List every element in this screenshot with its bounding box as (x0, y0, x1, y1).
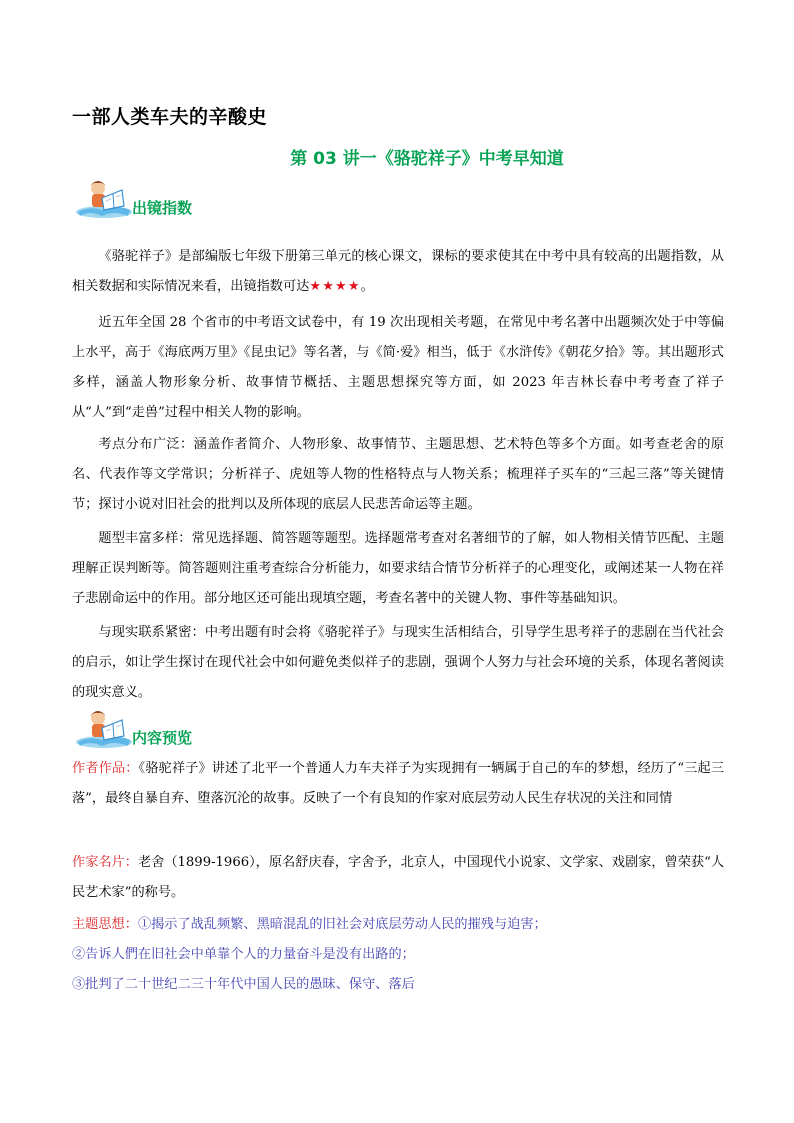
paragraph-frequency: 近五年全国 28 个省市的中考语文试卷中，有 19 次出现相关考题，在常见中考名著中出题频次处于中等偏上水平，高于《海底两万里》《昆虫记》等名著，与《简·爱》相当，低于《水浒传》《朝花夕拾》等。其出题形式多样，涵盖人物形象分析、故事情节概括、主题思想探究等方面，如 2023 年吉林长春中考考查了祥子从“人”到“走兽”过程中相关人物的影响。 (72, 315, 724, 420)
section-header-appearance-index (74, 176, 374, 220)
theme-heading (72, 910, 724, 940)
work-label: 作者作品： (72, 761, 139, 776)
paragraph-text: 《骆驼祥子》是部编版七年级下册第三单元的核心课文，课标的要求使其在中考中具有较高的出题指数，从相关数据和实际情况来看，出镜指数可达 (72, 249, 724, 294)
lecture-title: 第 03 讲一《骆驼祥子》中考早知道 (290, 149, 564, 169)
author-text: 老舍（1899-1966），原名舒庆春，字舍予，北京人，中国现代小说家、文学家、戏剧家，曾荣获“人民艺术家”的称号。 (72, 855, 725, 900)
paragraph-appearance-index (72, 242, 724, 302)
theme-item: ③批判了二十世纪二三十年代中国人民的愚昧、保守、落后 (72, 977, 415, 992)
section-label: 内容预览 (132, 729, 193, 747)
paragraph-question-types: 题型丰富多样：常见选择题、简答题等题型。选择题常考查对名著细节的了解，如人物相关情节匹配、主题理解正误判断等。简答题则注重考查综合分析能力，如要求结合情节分析祥子的心理变化，或阐述某一人物在祥子悲剧命运中的作用。部分地区还可能出现填空题，考查名著中的关键人物、事件等基础知识。 (72, 531, 724, 606)
reading-student-icon (74, 176, 134, 220)
work-text: 《骆驼祥子》讲述了北平一个普通人力车夫祥子为实现拥有一辆属于自己的车的梦想，经历了“三起三落”，最终自暴自弃、堕落沉沦的故事。反映了一个有良知的作家对底层劳动人民生存状况的关注和同情 (72, 761, 725, 806)
rating-stars: ★★★★ (309, 279, 361, 294)
section-label: 出镜指数 (132, 199, 193, 217)
section-header-content-preview (74, 706, 374, 750)
author-card (72, 848, 724, 908)
paragraph-exam-points: 考点分布广泛：涵盖作者简介、人物形象、故事情节、主题思想、艺术特色等多个方面。如考查老舍的原名、代表作等文学常识；分析祥子、虎妞等人物的性格特点与人物关系；梳理祥子买车的“三起三落”等关键情节；探讨小说对旧社会的批判以及所体现的底层人民悲苦命运等主题。 (72, 437, 724, 512)
author-label: 作家名片： (72, 855, 138, 870)
paragraph-end: 。 (360, 279, 374, 294)
reading-student-icon (74, 706, 134, 750)
theme-item: ①揭示了战乱频繁、黑暗混乱的旧社会对底层劳动人民的摧残与迫害； (137, 917, 547, 932)
work-summary (72, 754, 724, 814)
theme-label: 主题思想： (72, 917, 138, 932)
paragraph-real-world: 与现实联系紧密：中考出题有时会将《骆驼祥子》与现实生活相结合，引导学生思考祥子的悲剧在当代社会的启示，如让学生探讨在现代社会中如何避免类似祥子的悲剧，强调个人努力与社会环境的关系，体现名著阅读的现实意义。 (72, 625, 724, 700)
document-title: 一部人类车夫的辛酸史 (72, 106, 268, 128)
theme-item: ②告诉人們在旧社会中单靠个人的力量奋斗是没有出路的； (72, 947, 415, 962)
